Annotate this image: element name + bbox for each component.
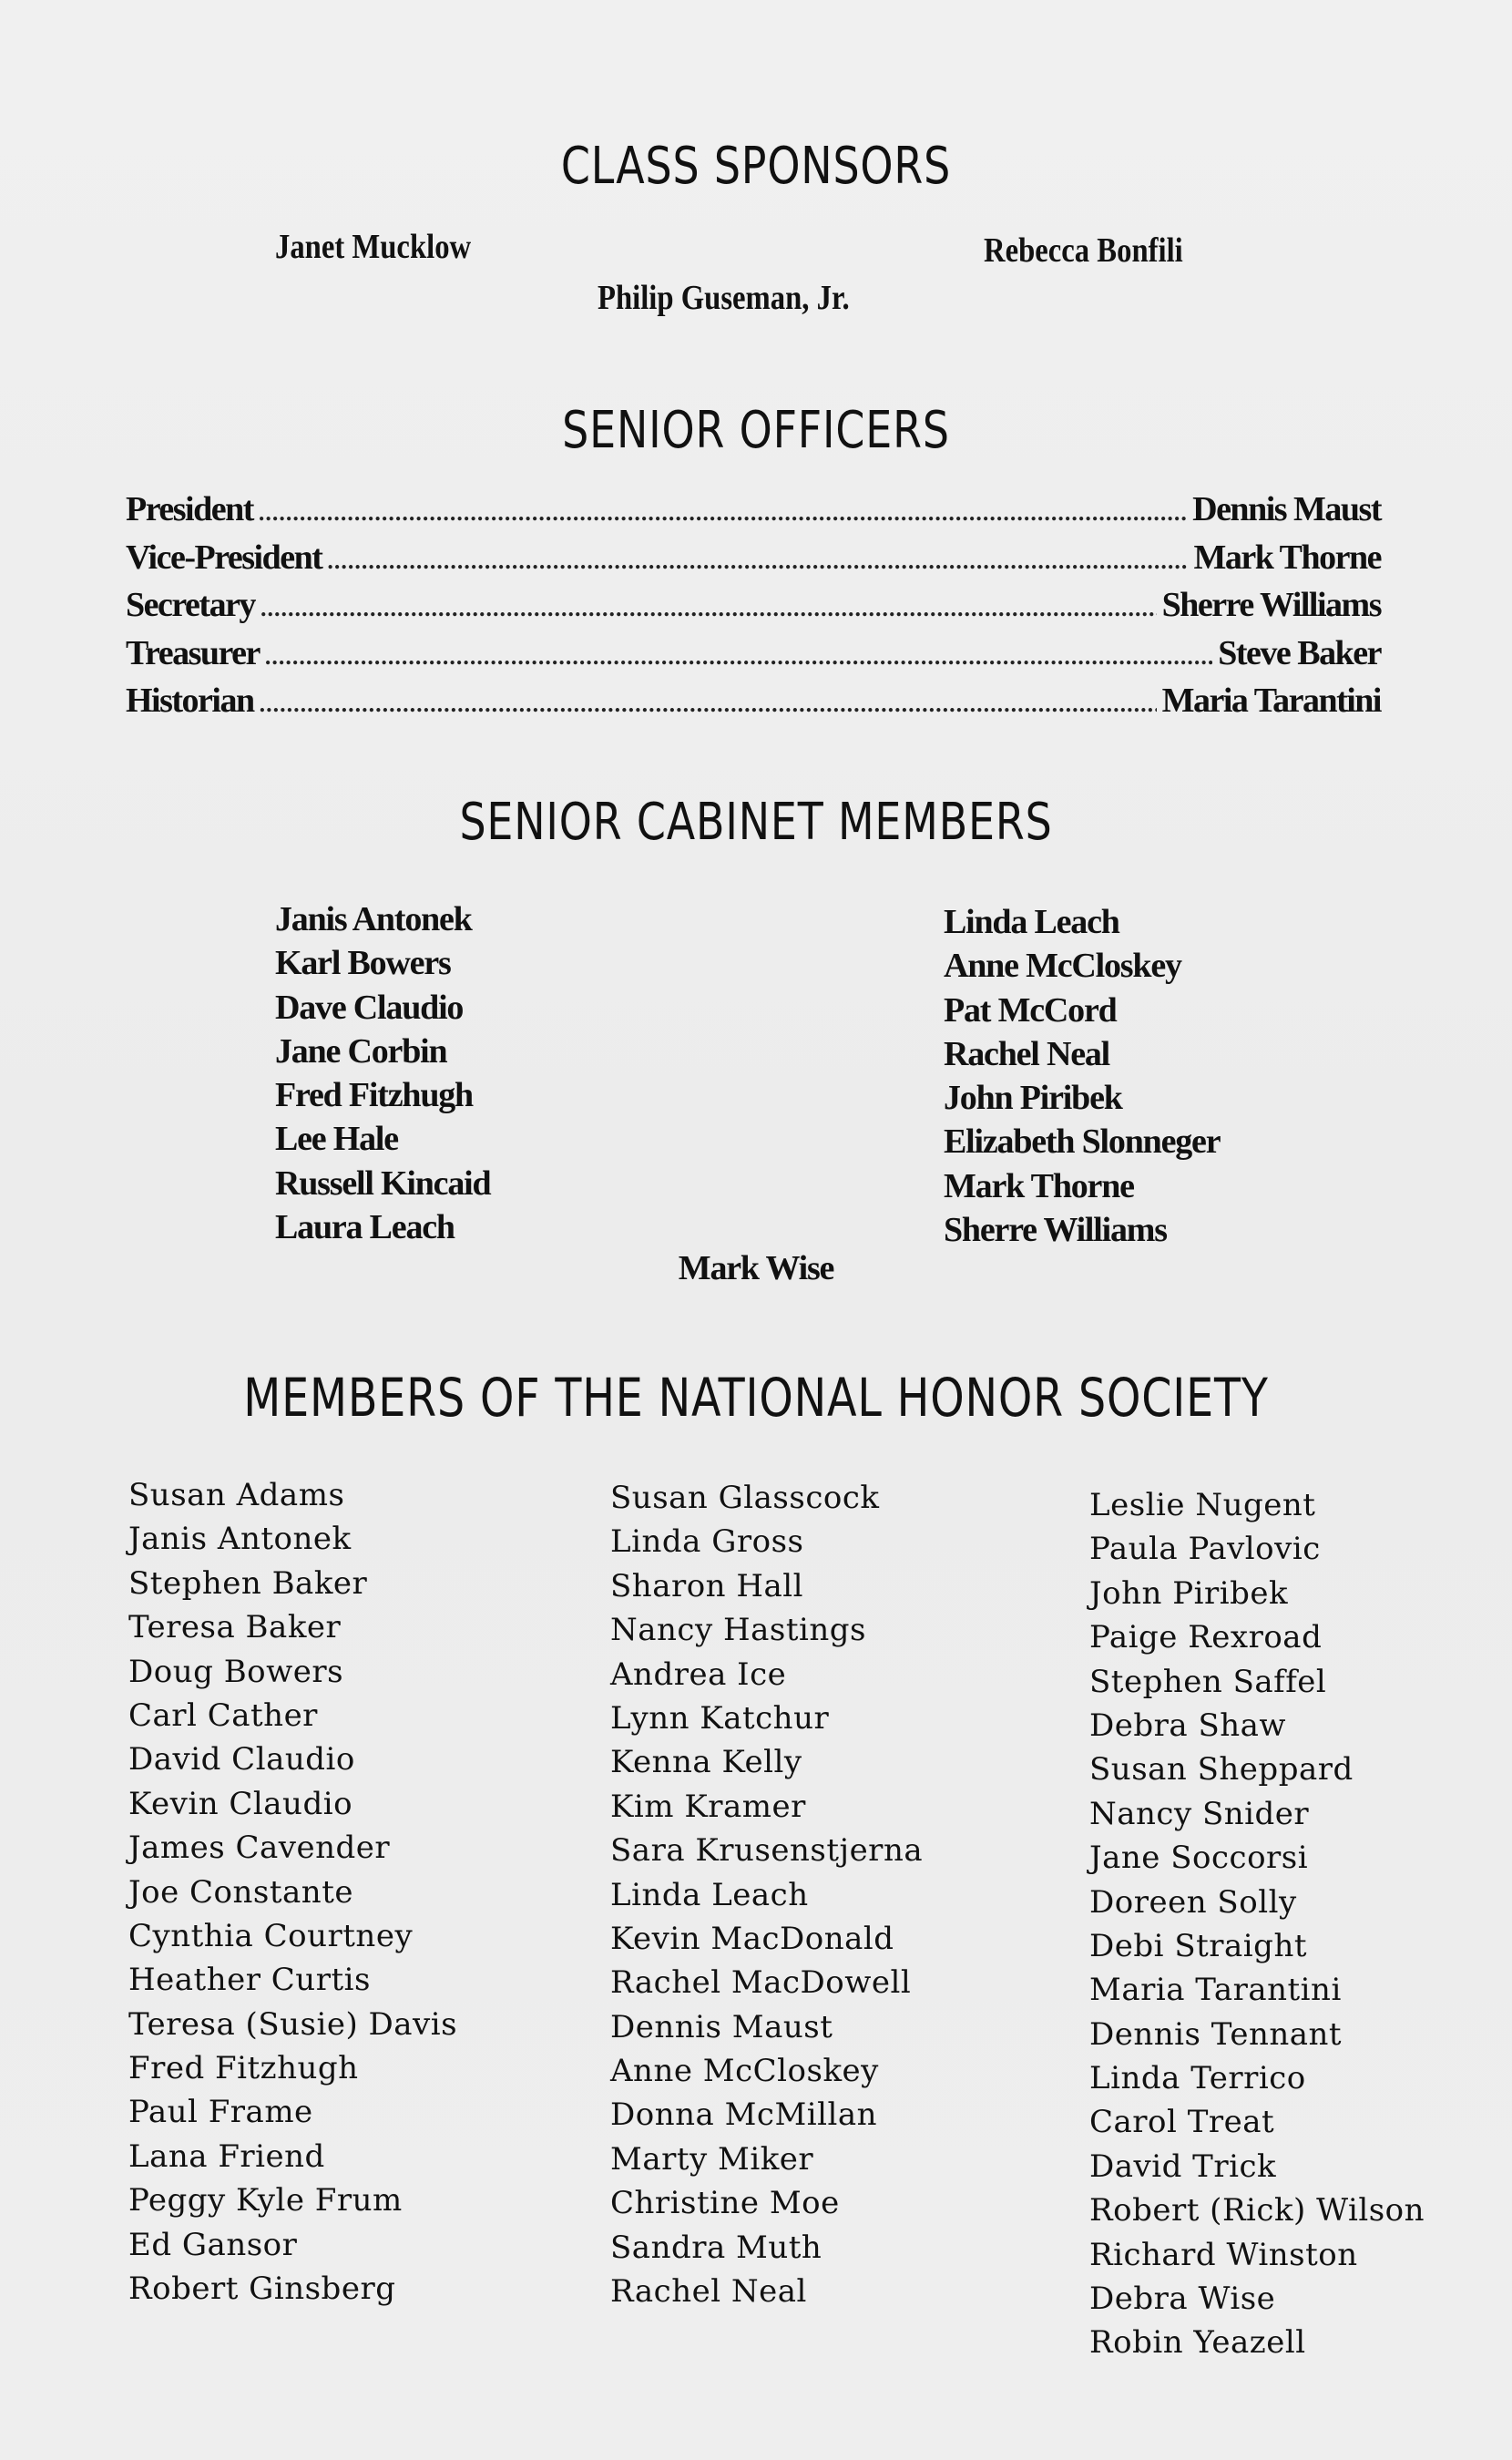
officer-name: Dennis Maust [1192, 490, 1381, 528]
cabinet-member: Janis Antonek [275, 900, 472, 938]
nhs-member: Susan Glasscock [610, 1480, 880, 1516]
nhs-member: Stephen Baker [128, 1564, 368, 1602]
nhs-member: Susan Adams [128, 1477, 345, 1513]
nhs-member: Joe Constante [128, 1873, 353, 1911]
dot-leader [261, 597, 1157, 620]
nhs-column-3 [1089, 1483, 1425, 2365]
nhs-member: Kevin Claudio [128, 1785, 353, 1822]
nhs-member: Rachel Neal [610, 2273, 807, 2311]
cabinet-member: Dave Claudio [275, 988, 464, 1027]
cabinet-member: Pat McCord [944, 990, 1117, 1030]
nhs-member: Anne McCloskey [610, 2053, 879, 2090]
cabinet-member: Mark Thorne [944, 1166, 1134, 1205]
nhs-member: Fred Fitzhugh [128, 2050, 359, 2087]
cabinet-member: Jane Corbin [275, 1031, 447, 1071]
cabinet-member: Linda Leach [944, 903, 1119, 941]
cabinet-member: John Piribek [944, 1079, 1122, 1118]
officer-name: Steve Baker [1218, 633, 1381, 672]
nhs-member: Christine Moe [610, 2185, 840, 2222]
nhs-member: Linda Terrico [1089, 2060, 1306, 2097]
nhs-member: Carl Cather [128, 1696, 318, 1734]
nhs-member: Doug Bowers [128, 1653, 344, 1690]
cabinet-right-column [944, 900, 1220, 1252]
nhs-member: Teresa (Susie) Davis [128, 2005, 458, 2043]
officer-row [126, 683, 1381, 732]
nhs-member: Debra Wise [1089, 2281, 1276, 2318]
nhs-member: Marty Miker [610, 2140, 814, 2178]
dot-leader [259, 501, 1187, 525]
nhs-member: Andrea Ice [610, 1655, 787, 1693]
nhs-member: Paige Rexroad [1089, 1619, 1323, 1656]
officer-row [126, 492, 1381, 540]
cabinet-member: Sherre Williams [944, 1211, 1167, 1250]
officer-name: Sherre Williams [1161, 586, 1381, 624]
nhs-member: Teresa Baker [128, 1609, 342, 1646]
dot-leader [265, 645, 1212, 669]
cabinet-member: Elizabeth Slonneger [944, 1122, 1221, 1162]
officer-name: Maria Tarantini [1161, 682, 1381, 720]
cabinet-left-column [275, 897, 490, 1249]
nhs-member: Susan Sheppard [1089, 1751, 1354, 1789]
sponsor-name: Rebecca Bonfili [984, 231, 1183, 270]
nhs-member: Debi Straight [1089, 1927, 1308, 1964]
nhs-member: Linda Leach [610, 1876, 809, 1913]
nhs-column-2 [610, 1476, 923, 2313]
nhs-member: Sara Krusenstjerna [610, 1832, 924, 1870]
nhs-member: Leslie Nugent [1089, 1487, 1316, 1523]
nhs-member: Dennis Maust [610, 2008, 833, 2045]
nhs-member: Richard Winston [1089, 2236, 1358, 2273]
nhs-member: Heather Curtis [128, 1962, 371, 1999]
nhs-member: Carol Treat [1089, 2104, 1275, 2141]
cabinet-member: Karl Bowers [275, 944, 451, 983]
nhs-member: Lynn Katchur [610, 1699, 830, 1737]
nhs-member: David Claudio [128, 1741, 355, 1778]
nhs-member: Kevin MacDonald [610, 1920, 894, 1957]
cabinet-member: Fred Fitzhugh [275, 1076, 473, 1115]
nhs-member: Janis Antonek [128, 1521, 352, 1558]
senior-officers-heading: SENIOR OFFICERS [562, 401, 950, 460]
officer-title: Treasurer [126, 633, 260, 672]
nhs-member: Nancy Hastings [610, 1612, 866, 1649]
nhs-member: Kenna Kelly [610, 1744, 802, 1781]
nhs-member: Dennis Tennant [1089, 2015, 1343, 2053]
sponsor-name: Philip Guseman, Jr. [598, 279, 850, 317]
officer-title: President [126, 490, 253, 528]
nhs-member: Robert (Rick) Wilson [1089, 2192, 1425, 2229]
nhs-member: Debra Shaw [1089, 1707, 1287, 1744]
dot-leader [327, 549, 1188, 573]
nhs-member: Robin Yeazell [1089, 2324, 1306, 2362]
nhs-member: Sharon Hall [610, 1567, 804, 1604]
senior-cabinet-heading: SENIOR CABINET MEMBERS [459, 793, 1053, 852]
nhs-member: Paul Frame [128, 2094, 313, 2131]
nhs-member: Robert Ginsberg [128, 2270, 396, 2308]
cabinet-member: Lee Hale [275, 1120, 398, 1159]
nhs-column-1 [128, 1473, 457, 2311]
officer-title: Vice-President [126, 538, 322, 577]
nhs-member: Sandra Muth [610, 2229, 822, 2266]
officer-name: Mark Thorne [1193, 538, 1381, 577]
cabinet-member: Rachel Neal [944, 1034, 1110, 1073]
nhs-member: Jane Soccorsi [1089, 1840, 1309, 1877]
nhs-member: Ed Gansor [128, 2226, 298, 2263]
nhs-member: Rachel MacDowell [610, 1964, 912, 2002]
officer-title: Secretary [126, 586, 255, 624]
nhs-member: Cynthia Courtney [128, 1917, 414, 1954]
officers-list [126, 492, 1381, 732]
nhs-member: John Piribek [1089, 1574, 1289, 1612]
nhs-member: James Cavender [128, 1830, 391, 1867]
nhs-member: Lana Friend [128, 2137, 325, 2175]
nhs-member: Donna McMillan [610, 2096, 878, 2134]
cabinet-member: Anne McCloskey [944, 947, 1181, 986]
nhs-member: Linda Gross [610, 1523, 804, 1561]
nhs-member: Maria Tarantini [1089, 1972, 1342, 2009]
class-sponsors-heading: CLASS SPONSORS [560, 137, 952, 196]
nhs-member: Nancy Snider [1089, 1795, 1310, 1832]
cabinet-member-centered: Mark Wise [678, 1249, 834, 1287]
nhs-member: Paula Pavlovic [1089, 1531, 1321, 1568]
officer-title: Historian [126, 682, 254, 720]
nhs-member: Kim Kramer [610, 1788, 806, 1825]
cabinet-member: Russell Kincaid [275, 1163, 491, 1203]
nhs-member: Doreen Solly [1089, 1883, 1297, 1921]
nhs-member: David Trick [1089, 2147, 1277, 2185]
nhs-member: Stephen Saffel [1089, 1663, 1327, 1700]
sponsor-name: Janet Mucklow [275, 228, 472, 266]
officer-row [126, 588, 1381, 636]
dot-leader [260, 692, 1157, 716]
officer-row [126, 633, 1381, 684]
nhs-member: Peggy Kyle Frum [128, 2182, 403, 2219]
nhs-heading: MEMBERS OF THE NATIONAL HONOR SOCIETY [243, 1367, 1269, 1429]
cabinet-member: Laura Leach [275, 1208, 455, 1247]
officer-row [126, 540, 1381, 589]
